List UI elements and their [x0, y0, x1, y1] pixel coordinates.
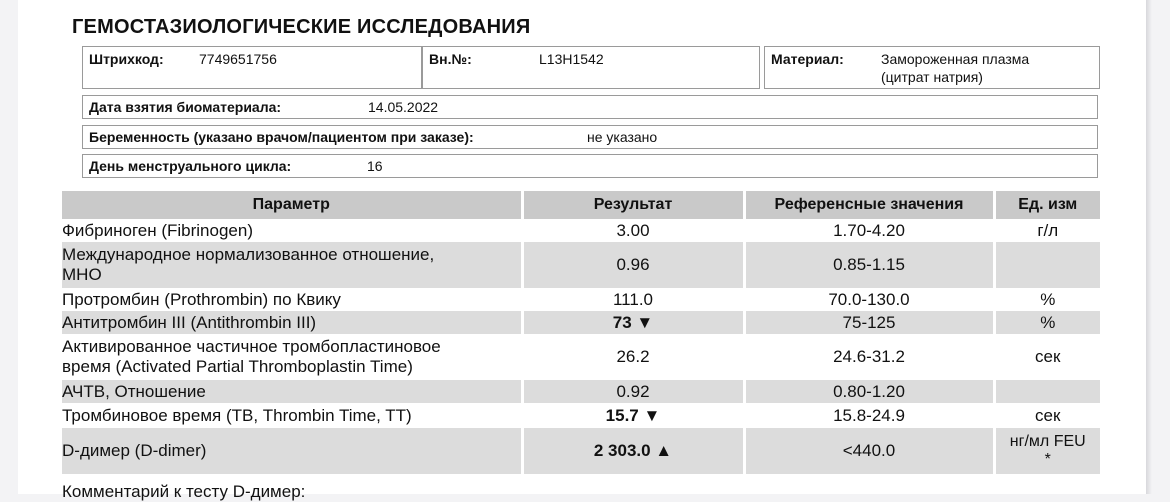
- row-param: Фибриноген (Fibrinogen): [62, 219, 522, 242]
- barcode-label: Штрихкод:: [89, 51, 164, 67]
- row-unit-line2: *: [1044, 451, 1051, 468]
- cycle-day-label: День менструального цикла:: [89, 158, 292, 174]
- comment-heading: Комментарий к тесту D-димер:: [62, 482, 306, 501]
- row-param-line2: МНО: [62, 265, 102, 284]
- table-row: [62, 288, 1100, 311]
- material-value-line1: Замороженная плазма: [881, 51, 1030, 67]
- row-unit: г/л: [1037, 220, 1059, 240]
- row-ref: 0.85-1.15: [744, 242, 994, 288]
- row-result: 111.0: [522, 288, 744, 311]
- header-reference: Референсные значения: [744, 191, 994, 219]
- table-row: [62, 428, 1100, 474]
- barcode-box: [82, 46, 422, 89]
- row-result: 26.2: [522, 334, 744, 380]
- table-header-row: [62, 191, 1100, 219]
- row-unit: сек: [1035, 347, 1061, 366]
- row-result: 0.96: [522, 242, 744, 288]
- row-ref: 15.8-24.9: [744, 403, 994, 428]
- header-result: Результат: [522, 191, 744, 219]
- row-param: Антитромбин III (Antithrombin III): [62, 311, 522, 334]
- page-edge-shadow: [1146, 0, 1152, 494]
- table-row: [62, 311, 1100, 334]
- table-row: [62, 403, 1100, 428]
- material-label: Материал:: [771, 51, 844, 67]
- row-unit-line1: нг/мл FEU: [1009, 433, 1086, 450]
- row-ref: 75-125: [744, 311, 994, 334]
- row-unit: [994, 242, 1100, 288]
- row-result: 15.7 ▼: [522, 403, 744, 428]
- row-param: D-димер (D-dimer): [62, 428, 522, 474]
- row-unit: [994, 380, 1100, 403]
- header-parameter: Параметр: [62, 191, 522, 219]
- row-param-line2: время (Activated Partial Thromboplastin Time): [62, 357, 413, 376]
- row-param-line1: Активированное частичное тромбопластиновое: [62, 337, 441, 356]
- row-unit: [994, 428, 1100, 474]
- table-row: [62, 334, 1100, 380]
- row-result: 2 303.0 ▲: [522, 428, 744, 474]
- cycle-day-box: [82, 154, 1098, 178]
- barcode-value: 7749651756: [199, 51, 277, 67]
- sample-date-box: [82, 95, 1098, 119]
- table-row: [62, 242, 1100, 288]
- pregnancy-value: не указано: [587, 129, 658, 145]
- row-param: [62, 242, 522, 288]
- row-result: 3.00: [522, 219, 744, 242]
- row-unit: сек: [1035, 405, 1061, 425]
- row-ref: 70.0-130.0: [744, 288, 994, 311]
- row-unit: %: [1040, 289, 1056, 309]
- material-box: [764, 46, 1100, 89]
- row-param: Тромбиновое время (ТВ, Thrombin Time, TT): [62, 403, 522, 428]
- row-unit: %: [994, 311, 1100, 334]
- row-param-line1: Международное нормализованное отношение,: [62, 245, 435, 264]
- pregnancy-label: Беременность (указано врачом/пациентом при заказе):: [89, 129, 474, 145]
- table-row: [62, 380, 1100, 403]
- row-ref: <440.0: [744, 428, 994, 474]
- cycle-day-value: 16: [367, 158, 383, 174]
- row-result: 0.92: [522, 380, 744, 403]
- material-value-line2: (цитрат натрия): [881, 69, 983, 85]
- row-result: 73 ▼: [522, 311, 744, 334]
- row-ref: 24.6-31.2: [744, 334, 994, 380]
- results-table: [62, 191, 1100, 474]
- row-param: [62, 334, 522, 380]
- table-row: [62, 219, 1100, 242]
- row-param: АЧТВ, Отношение: [62, 380, 522, 403]
- internal-no-value: L13H1542: [539, 51, 604, 67]
- report-title: ГЕМОСТАЗИОЛОГИЧЕСКИЕ ИССЛЕДОВАНИЯ: [72, 16, 531, 38]
- row-param: Протромбин (Prothrombin) по Квику: [62, 288, 522, 311]
- internal-no-box: [422, 46, 760, 89]
- sample-date-label: Дата взятия биоматериала:: [89, 99, 282, 115]
- row-ref: 1.70-4.20: [744, 219, 994, 242]
- internal-no-label: Вн.№:: [429, 51, 472, 67]
- sample-date-value: 14.05.2022: [368, 99, 439, 115]
- pregnancy-box: [82, 125, 1098, 149]
- row-ref: 0.80-1.20: [744, 380, 994, 403]
- header-unit: Ед. изм: [994, 191, 1100, 219]
